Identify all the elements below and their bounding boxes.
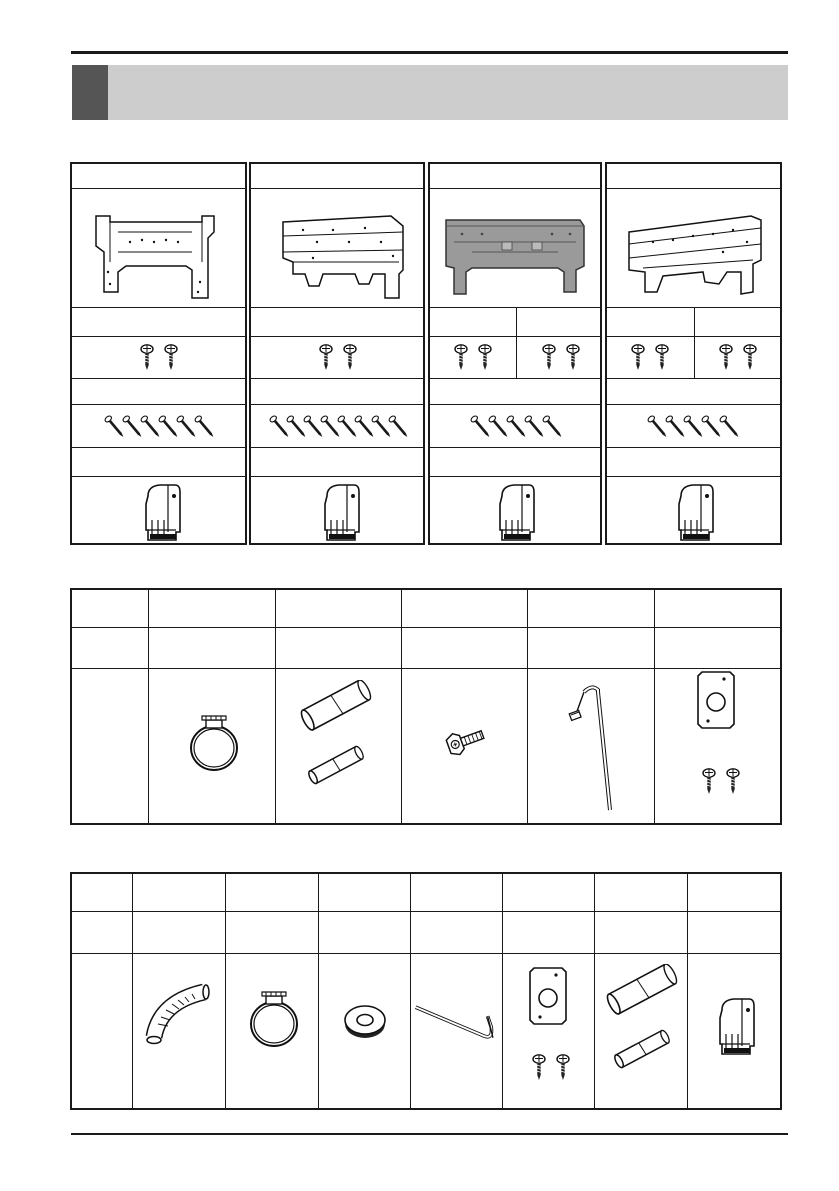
section-title-tab (72, 65, 108, 120)
long-screws-icon (645, 414, 755, 440)
long-screws-icon (102, 414, 222, 440)
footer-rule (71, 1133, 788, 1135)
screw-pair-icon (313, 344, 363, 372)
screw-pair-icon (713, 344, 763, 372)
pipe-cover-icon (716, 996, 756, 1056)
drain-wire-icon (562, 684, 622, 814)
screw-pair-icon (536, 344, 586, 372)
installation-plate-icon (90, 212, 240, 302)
screw-pair-icon (526, 1054, 576, 1082)
clamp-icon (244, 982, 304, 1052)
plate-column-2 (249, 162, 425, 545)
insulation-pipes-icon (296, 680, 376, 790)
screw-pair-icon (448, 344, 498, 372)
installation-plate-icon (442, 212, 592, 302)
plate-column-1 (70, 162, 247, 545)
plate-column-4 (605, 162, 782, 545)
cover-plate-icon (696, 670, 736, 730)
cover-plate-icon (528, 966, 568, 1026)
clamp-icon (184, 706, 244, 776)
screw-pair-icon (625, 344, 675, 372)
installation-plate-icon (623, 212, 773, 302)
pipe-cover-icon (496, 482, 536, 542)
screw-pair-icon (134, 344, 184, 372)
screw-pair-icon (696, 768, 746, 796)
pipe-cover-icon (675, 482, 715, 542)
accessories-table-2 (70, 872, 782, 1110)
long-screws-icon (468, 414, 578, 440)
washer-ring-icon (340, 1002, 390, 1042)
accessories-table-1 (70, 588, 782, 825)
pipe-cover-icon (321, 482, 361, 542)
installation-plate-icon (273, 212, 423, 302)
long-screws-icon (267, 414, 417, 440)
drain-hose-icon (144, 982, 224, 1052)
header-rule (71, 51, 788, 54)
bolt-icon (440, 722, 490, 762)
drain-wire-icon (412, 1000, 502, 1054)
insulation-pipes-icon (602, 964, 682, 1074)
section-title-bar (72, 65, 788, 120)
pipe-cover-icon (142, 482, 182, 542)
plate-column-3 (428, 162, 602, 545)
